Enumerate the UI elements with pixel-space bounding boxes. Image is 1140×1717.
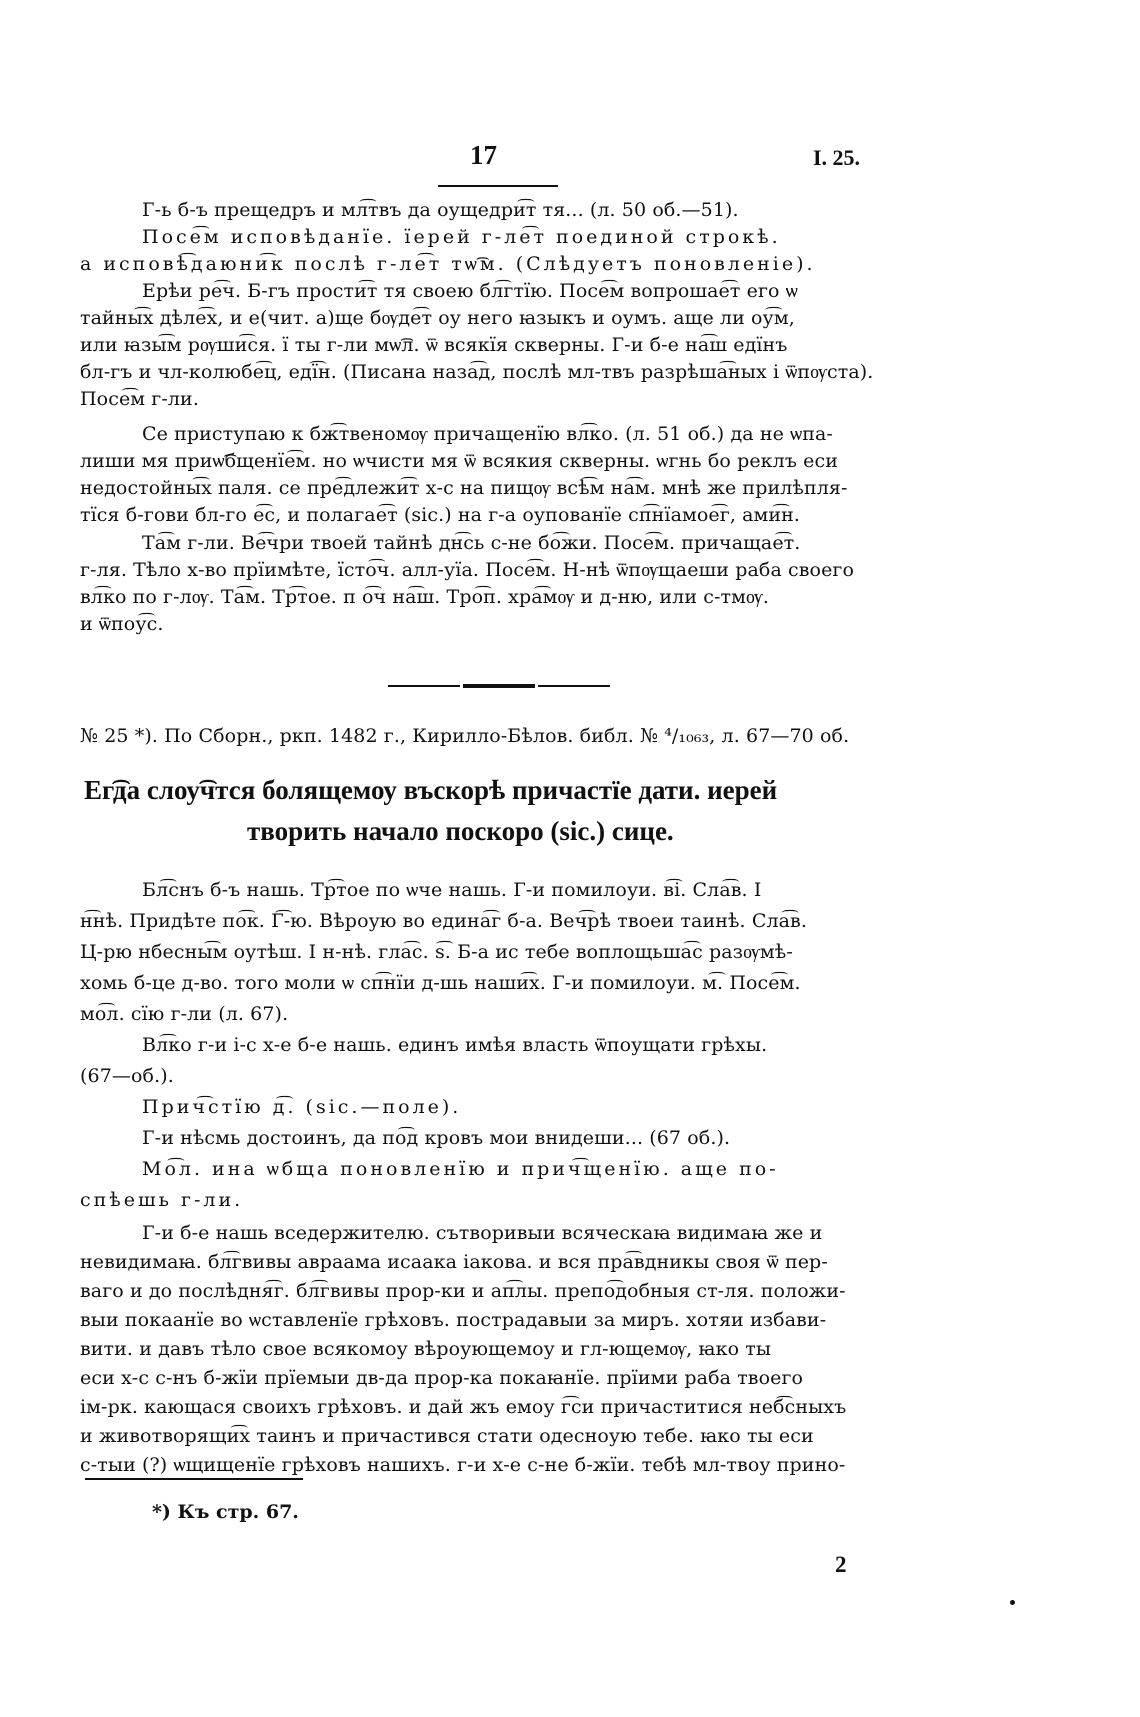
- text-line: выи покаанїе во ѡставленїе грѣховъ. пострадавыи за миръ. хотяи избави-: [80, 1309, 827, 1331]
- section-heading-line-2: творить начало поскоро (sic.) сице.: [247, 816, 674, 846]
- page-number: 17: [470, 140, 497, 170]
- section-separator-right: [538, 685, 610, 687]
- footnote-rule: [85, 1478, 303, 1480]
- text-line: хомь б-це д-во. того моли ѡ сп͡нїи д-шь наши͡х. Г-и помилоуи. м͡. Посе͡м.: [80, 972, 801, 994]
- text-line: бл-гъ и чл-колюбе͡ц, едї͡н. (Писана наза͡д, послѣ мл-твъ разрѣша͡ных і ѿпѹста).: [80, 361, 874, 383]
- text-line: мо͡л. сїю г-ли (л. 67).: [80, 1003, 289, 1025]
- signature-mark: 2: [835, 1552, 847, 1577]
- text-line: Се приступаю к бж͡твеномѹ причащенїю вл͡ко. (л. 51 об.) да не ѡпа-: [142, 423, 833, 445]
- section-heading-line-1: Ег͡да слоу͡чтся болящемоу въскорѣ причастїе дати. иерей: [84, 775, 778, 805]
- text-line: Ц-рю нбесны͡м оутѣш. І н-нѣ. гла͡с. ѕ͡. Б-а ис тебе воплощьша͡с разѹмѣ-: [80, 941, 793, 963]
- text-line: Вл͡ко г-и і-с х-е б-е нашь. единъ имѣя власть ѿпоущати грѣхы.: [142, 1034, 768, 1056]
- text-line: и животворящи͡х таинъ и причастився стати одесноую тебе. ꙗко ты еси: [80, 1425, 814, 1447]
- text-line: Та͡м г-ли. Ве͡чри твоей тайнѣ дн͡сь с-не бо͡жи. Посе͡м. причащае͡т.: [142, 532, 801, 554]
- sheet-mark: I. 25.: [813, 145, 861, 170]
- print-dot: [1010, 1600, 1015, 1605]
- text-line: лиши мя приѡ͡бщенїе͡м. но ѡчисти мя ѿ всякия скверны. ѡгнь бо реклъ еси: [80, 450, 839, 472]
- text-line: Г-и б-е нашь вседержителю. сътворивыи всяческаꙗ видимаꙗ же и: [142, 1222, 823, 1244]
- text-line: вити. и давъ тѣло свое всякомоу вѣроующемоу и гл-ющемѹ, ꙗко ты: [80, 1338, 772, 1360]
- text-line: Посе͡м г-ли.: [80, 388, 199, 410]
- section-separator-left: [388, 685, 460, 687]
- text-line: ім-рк. кающася своихъ грѣховъ. и дай жъ емоу г͡си причаститися неб͡сныхъ: [80, 1396, 847, 1418]
- text-line: и ѿпоу͡с.: [80, 613, 164, 635]
- text-line: вл͡ко по г-лѹ. Та͡м. Тр͡тое. п о͡ч на͡ш. Тро͡п. хра͡мѹ и д-ню, или с-тмѹ.: [80, 586, 769, 608]
- text-line: тайны͡х дѣле͡х, и е(чит. а)ще бѹде͡т оу него ꙗзыкъ и оумъ. аще ли оу͡м,: [80, 307, 795, 329]
- text-line: ваго и до послѣдня͡г. бл͡гвивы прор-ки и ап͡лы. препо͡добныя ст-ля. положи-: [80, 1280, 846, 1302]
- text-line: недостойны͡х паля. се пре͡длежи͡т х-с на пищѹ всѣ͡м на͡м. мнѣ же прилѣпля-: [80, 477, 848, 499]
- text-line: Г-и нѣсмь достоинъ, да по͡д кровъ мои внидеши... (67 об.).: [142, 1127, 731, 1149]
- text-line: а исповѣ͡даюни͡к послѣ г-ле͡т тѡ͡м. (Слѣдуетъ поновленіе).: [80, 253, 816, 275]
- text-line: еси х-с с-нъ б-жїи прїемыи дв-да прор-ка покаꙗнїе. прїими раба твоего: [80, 1367, 804, 1389]
- text-line: Мо͡л. ина ѡбща поновленїю и прич͡щенїю. аще по-: [142, 1158, 779, 1180]
- text-line: н͡нѣ. Придѣте по͡к. Г͡-ю. Вѣроую во едина͡г б-а. Веч͡рѣ твоеи таинѣ. Сла͡в.: [80, 910, 807, 932]
- text-line: с-тыи (?) ѡщищенїе грѣховъ нашихъ. г-и х-е с-не б-жїи. тебѣ мл-твоу прино-: [80, 1454, 846, 1476]
- footnote: *) Къ стр. 67.: [152, 1501, 299, 1523]
- entry-reference: № 25 *). По Сборн., ркп. 1482 г., Кирилло-Бѣлов. библ. № ⁴/₁₀₆₃, л. 67—70 об.: [80, 725, 850, 747]
- text-line: тїся б-гови бл-го е͡с, и полагае͡т (sic.) на г-а оупованїе сп͡нїамое͡г, ами͡н.: [80, 504, 801, 526]
- text-line: или ꙗзы͡м рѹши͡ся. ї ты г-ли мѡ͡л. ѿ всякїя скверны. Г-и б-е на͡ш едїнъ: [80, 334, 788, 356]
- page-number-rule: [438, 185, 558, 187]
- text-line: Прич͡стїю д͡. (sic.—поле).: [142, 1096, 462, 1118]
- text-line: г-ля. Тѣло х-во прїимѣте, їсто͡ч. алл-уїа. Посе͡м. Н-нѣ ѿпѹщаеши раба своего: [80, 559, 855, 581]
- text-line: Посе͡м исповѣданїе. їерей г-ле͡т поединой строкѣ.: [142, 226, 781, 248]
- text-line: спѣешь г-ли.: [80, 1189, 244, 1211]
- text-line: Ерѣи ре͡ч. Б-гъ прости͡т тя своею бл͡гтїю. Посе͡м вопрошае͡т его ѡ: [142, 280, 798, 302]
- section-separator-middle: [463, 684, 535, 688]
- text-line: Г-ь б-ъ прещедръ и мл͡твъ да оущедри͡т тя... (л. 50 об.—51).: [142, 199, 739, 221]
- text-line: невидимаꙗ. бл͡гвивы авраама исаака іакова. и вся пра͡вдникы своя ѿ пер-: [80, 1251, 828, 1273]
- text-line: (67—об.).: [80, 1065, 174, 1087]
- text-line: Бл͡снъ б-ъ нашь. Тр͡тое по ѡче нашь. Г-и помилоуи. в͡і. Сла͡в. І: [142, 879, 762, 901]
